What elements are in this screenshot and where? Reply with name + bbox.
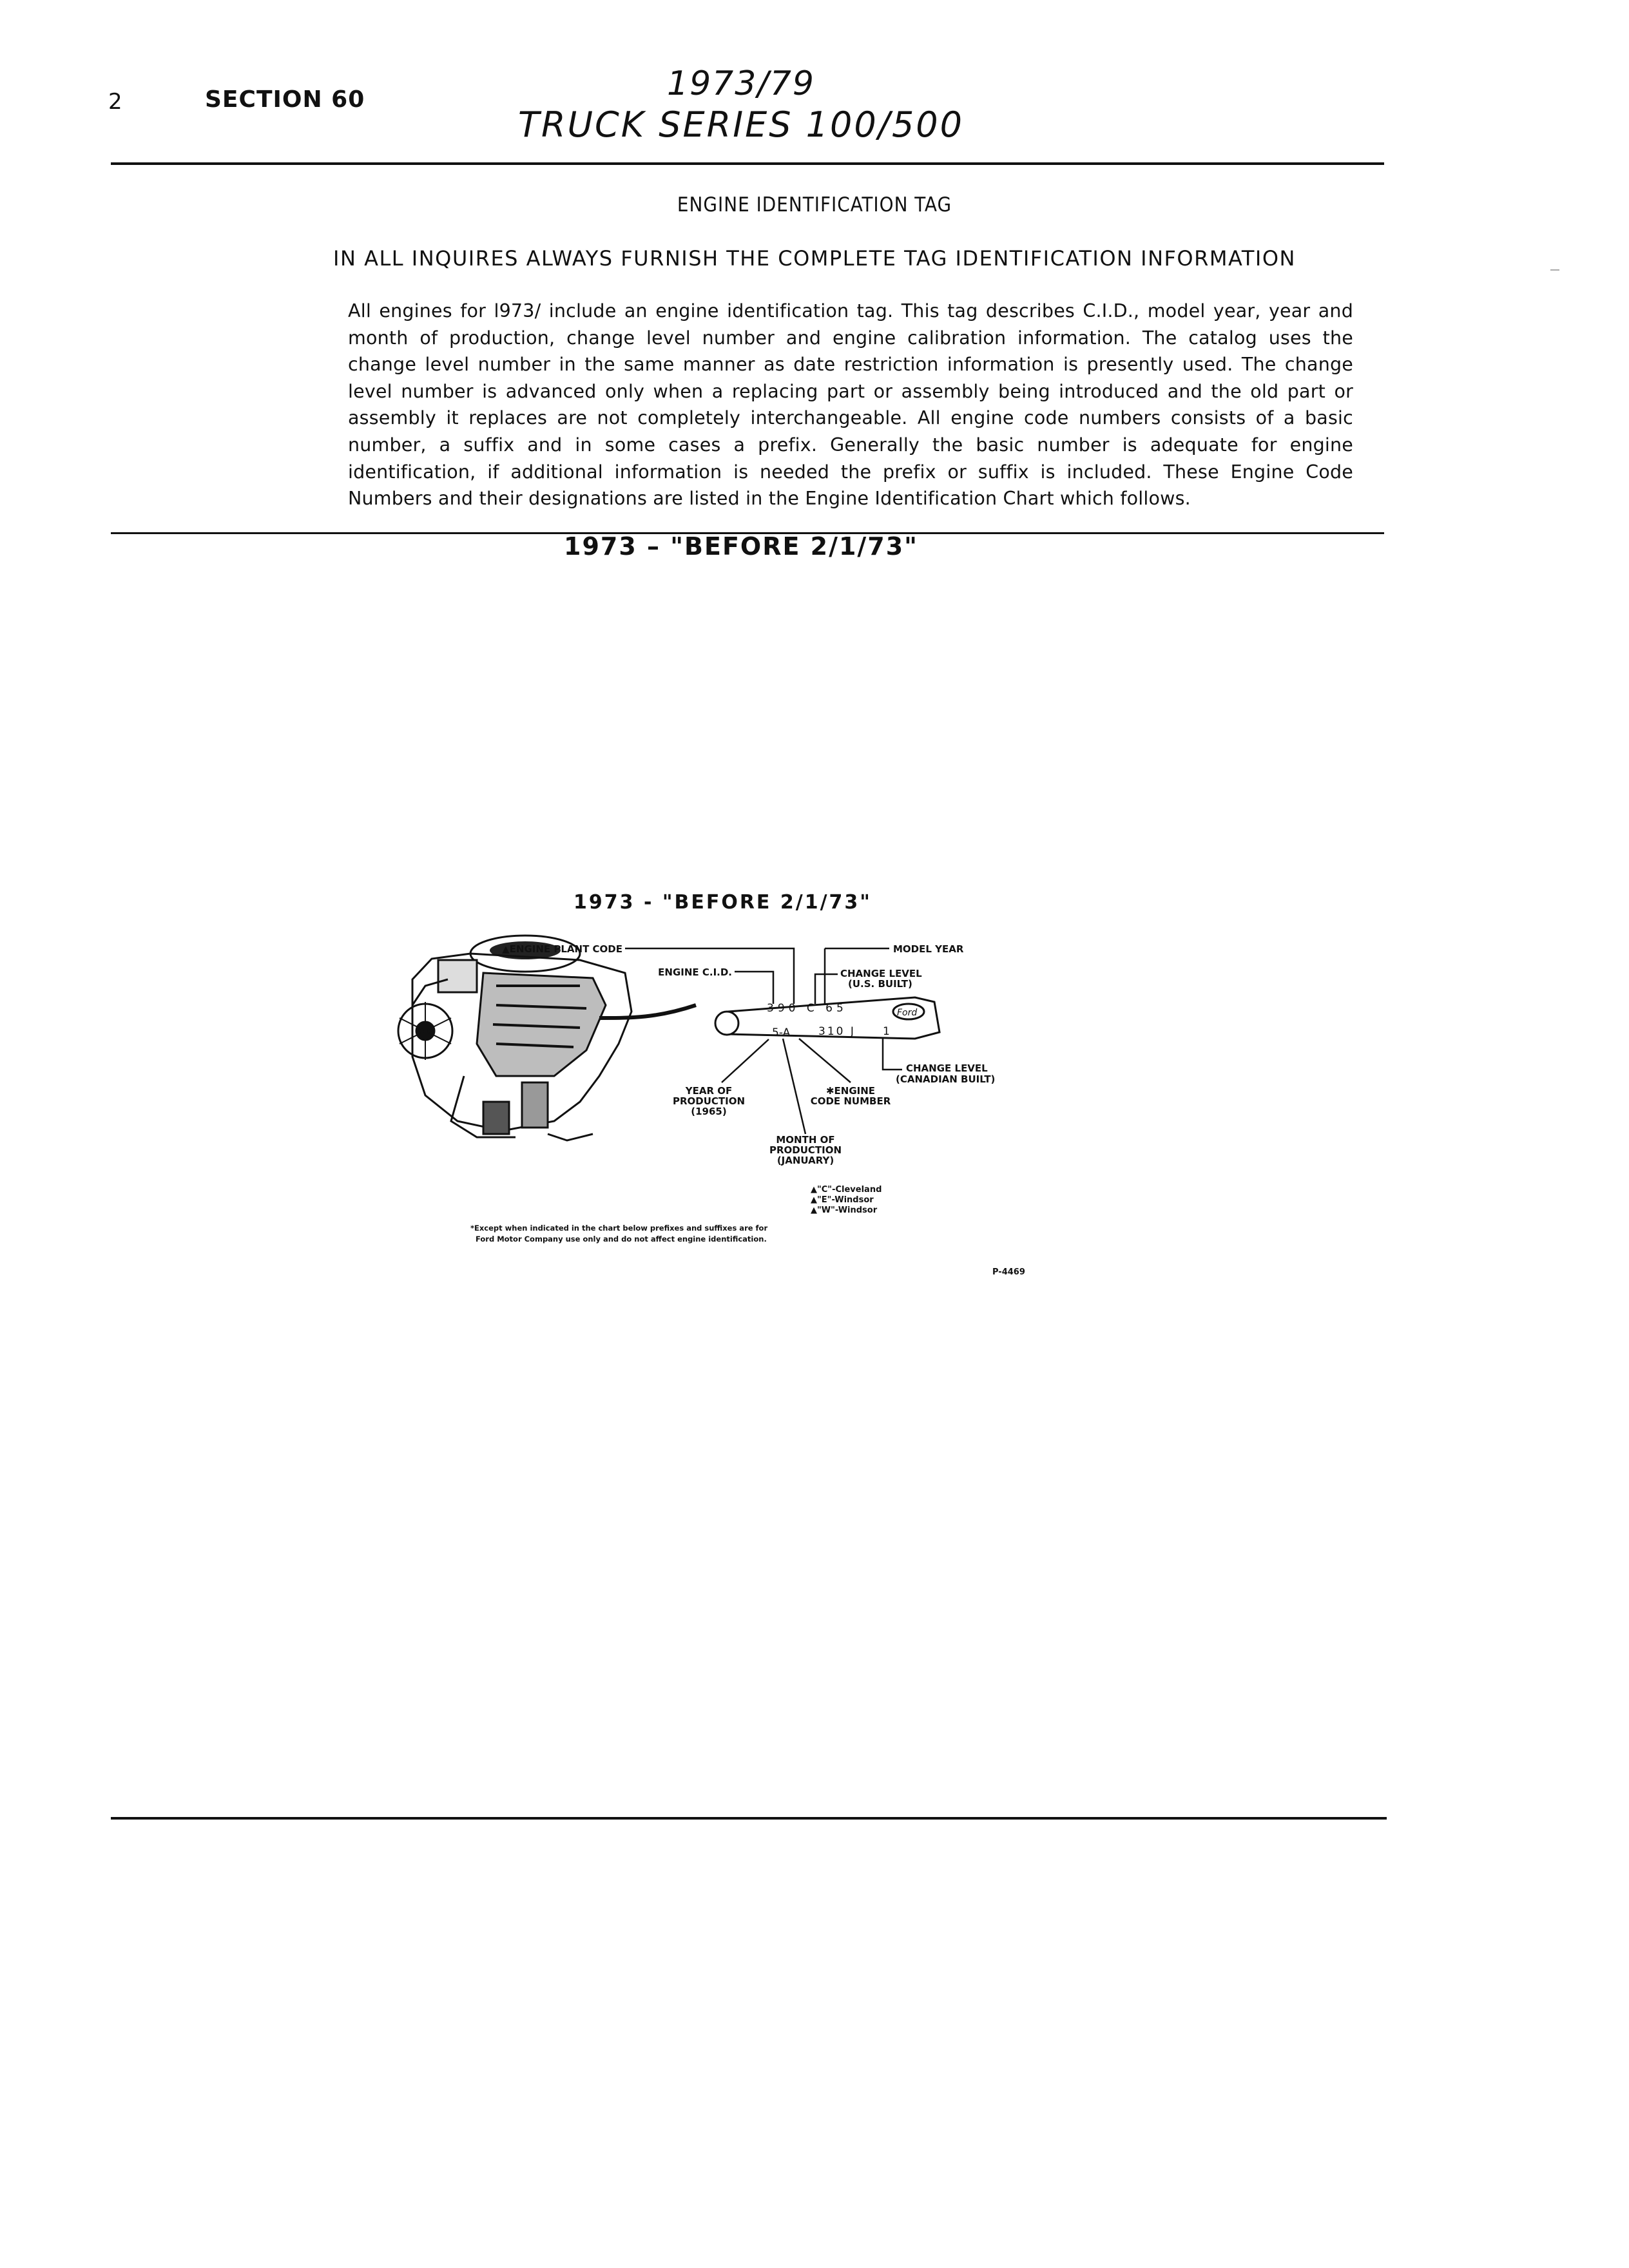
label-month-production: PRODUCTION	[769, 1144, 842, 1156]
era-label: 1973 – "BEFORE 2/1/73"	[564, 532, 918, 561]
label-model-year: MODEL YEAR	[893, 943, 964, 955]
legend-windsor-e: ▲"E"-Windsor	[811, 1195, 874, 1205]
engine-illustration	[398, 936, 696, 1140]
label-engine-plant-code: ▲ENGINE PLANT CODE	[502, 943, 622, 955]
page-title-years: 1973/79	[666, 64, 816, 103]
section-heading: ENGINE IDENTIFICATION TAG	[677, 193, 952, 216]
legend-windsor-w: ▲"W"-Windsor	[811, 1206, 878, 1215]
label-year-of-production: YEAR OF	[685, 1085, 733, 1097]
inquiry-note: IN ALL INQUIRES ALWAYS FURNISH THE COMPLETE TAG IDENTIFICATION INFORMATION	[333, 246, 1296, 271]
label-change-level-ca-built: (CANADIAN BUILT)	[896, 1073, 996, 1085]
page-title-series: TRUCK SERIES 100/500	[517, 104, 965, 145]
tag-prefix: 5-A	[772, 1026, 791, 1039]
intro-paragraph-text: All engines for l973/ include an engine identification tag. This tag describes C.I.D., model year, year and month of production, change level number and engine calibration information. The catalog uses the change level number in the same manner as date restriction information is presently used. The change level number is advanced only when a replacing part or assembly being introduced and the old part or assembly it replaces are not completely interchangeable. All engine code numbers consists of a basic number, a suffix and in some cases a prefix. Generally the basic number is adequate for engine identification, if additional information is needed the prefix or suffix is included. These Engine Code Numbers and their designations are listed in the Engine Identification Chart which follows.	[348, 300, 1353, 510]
page-number: 2	[108, 89, 122, 115]
label-change-level-us: CHANGE LEVEL	[840, 968, 922, 979]
label-engine-code: ✱ENGINE	[825, 1085, 876, 1097]
label-change-level-ca: CHANGE LEVEL	[906, 1062, 988, 1074]
figure-id: P-4469	[992, 1267, 1025, 1277]
tag-change-digit: 1	[883, 1025, 890, 1038]
figure-title: 1973 - "BEFORE 2/1/73"	[574, 891, 872, 914]
scan-mark	[1550, 269, 1559, 271]
footnote-line2: Ford Motor Company use only and do not affect engine identification.	[476, 1235, 767, 1244]
engine-tag-figure	[387, 889, 1160, 1289]
label-year-1965: (1965)	[691, 1106, 727, 1117]
engine-tag-plate	[715, 997, 940, 1039]
section-label: SECTION 60	[205, 86, 365, 113]
label-change-level-us-built: (U.S. BUILT)	[848, 978, 912, 990]
intro-paragraph	[348, 298, 1353, 512]
label-month-january: (JANUARY)	[776, 1155, 834, 1166]
label-engine-code-number: CODE NUMBER	[810, 1095, 891, 1107]
label-month-of-production: MONTH OF	[776, 1134, 835, 1146]
tag-code: 310 J	[818, 1025, 856, 1038]
tag-line1: 390 C 65	[767, 1002, 847, 1015]
header-rule	[111, 162, 1384, 165]
footer-rule	[111, 1817, 1387, 1820]
ford-logo-icon: Ford	[897, 1008, 918, 1018]
footnote-line1: *Except when indicated in the chart below prefixes and suffixes are for	[470, 1224, 768, 1233]
legend-cleveland: ▲"C"-Cleveland	[811, 1185, 882, 1195]
label-engine-cid: ENGINE C.I.D.	[658, 966, 732, 978]
label-year-production: PRODUCTION	[672, 1095, 746, 1107]
